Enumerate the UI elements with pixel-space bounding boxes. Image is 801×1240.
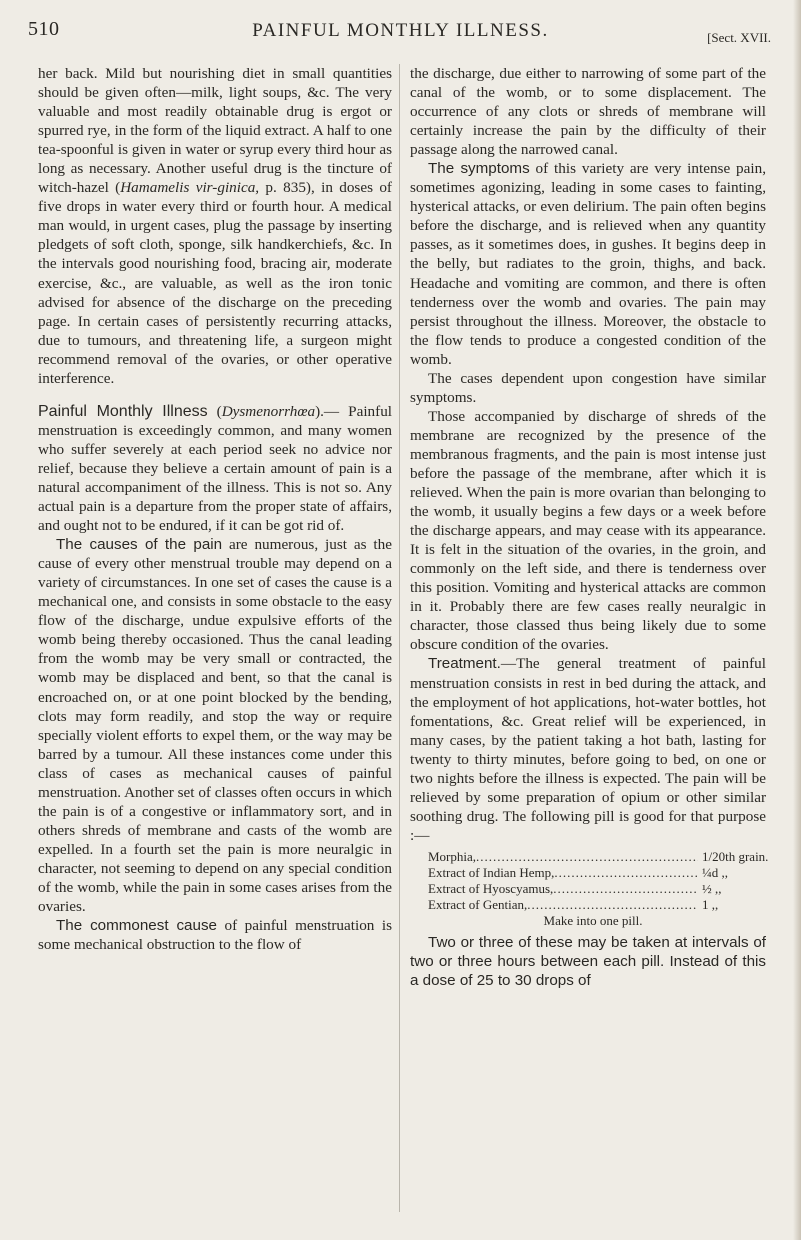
ingredient: Extract of Hyoscyamus, xyxy=(428,880,554,896)
heading-paren: ).— xyxy=(315,402,340,420)
paragraph xyxy=(410,159,766,369)
leader-dots xyxy=(553,881,698,897)
paragraph xyxy=(38,535,392,916)
ingredient: Extract of Gentian, xyxy=(428,896,528,912)
paragraph xyxy=(410,654,766,844)
prescription-instruction: Make into one pill. xyxy=(543,912,643,928)
right-column xyxy=(410,64,769,990)
ingredient: Extract of Indian Hemp, xyxy=(428,864,555,880)
prescription-line xyxy=(410,848,769,865)
paragraph xyxy=(38,64,392,388)
column-divider xyxy=(399,64,400,1212)
text-run: her back. Mild but nourishing diet in small quantities should be given often—milk, light soups, &c. The very valuable and most readily obtainable drug is ergot or spurred rye, in the form of the liquid extract. A half to one tea-spoonful is given in water or syrup every third hour as long as necessary. Another useful drug is the tincture of witch-hazel ( xyxy=(38,65,392,197)
text-run: of painful menstruation is some mechanical obstruction to the flow of xyxy=(38,917,392,954)
latin-term: Dysmenorrhœa xyxy=(221,402,316,420)
dose: 1 ,, xyxy=(702,896,719,912)
text-run: Instead of this a dose of 25 to 30 drops of xyxy=(410,952,766,990)
leader-dots xyxy=(527,897,698,913)
running-title: PAINFUL MONTHLY ILLNESS. xyxy=(252,20,549,41)
run-in-heading: The causes of the pain xyxy=(56,536,223,554)
run-in-heading: Two or three of these may be taken at intervals of two or three hours between each pill. xyxy=(410,933,766,970)
leader-dots xyxy=(476,849,698,865)
section-heading-paragraph xyxy=(38,402,392,535)
paragraph: the discharge, due either to narrowing of some part of the canal of the womb, or to some displacement. The occurrence of any clots or shreds of membrane will certainly increase the pain by the difficulty of their passage along the narrowed canal. xyxy=(410,65,766,159)
paragraph xyxy=(38,916,392,954)
paragraph: Those accompanied by discharge of shreds of the membrane are recognized by the presence of the membranous fragments, and the pain is most intense just before the passage of the membrane, after which it is relieved. When the pain is more ovarian than belonging to the womb, it usually begins a few days or a week before the discharge appears, and may cease with its appearance. It is felt in the situation of the ovaries, in the groin, and commonly on the left side, and there is tenderness over this position. Vomiting and hysterical attacks are common in it. Probably there are few cases really neuralgic in character, those classed thus being likely due to some obscure condition of the ovaries. xyxy=(410,407,766,654)
section-reference: [Sect. XVII. xyxy=(707,30,771,45)
prescription xyxy=(410,848,769,929)
heading-paren: ( xyxy=(207,402,222,420)
prescription-line xyxy=(410,897,766,913)
run-in-heading: The commonest cause xyxy=(56,917,217,935)
prescription-line xyxy=(410,865,766,881)
dose: ¼d ,, xyxy=(702,864,728,880)
text-run: are numerous, just as the cause of every other menstrual trouble may depend on a variety of circumstances. In one set of cases the cause is a mechanical one, and consists in some obstacle to the easy flow of the discharge, undue expulsive efforts of the womb being thereby occasioned. Thus the canal leading from the womb may be very small or contracted, the womb may be displaced and bent, so that the canal is encroached on, or at one point blocked by the bending, clots may form readily, and stop the way or require specially violent efforts to expel them, or the way may be barred by a tumour. All these instances come under this class of cases as mechanical causes of painful menstruation. Another set of classes often occurs in which the pain is of a congestive or inflammatory sort, and in others shreds of membrane and casts of the womb are expelled. In a fourth set the pain is more neuralgic in character, not seeming to depend on any special condition of the womb, while the pain in some cases arises from the ovaries. xyxy=(38,536,392,916)
left-column xyxy=(38,64,392,954)
prescription-line xyxy=(410,881,766,897)
paragraph: The cases dependent upon congestion have similar symptoms. xyxy=(410,369,766,406)
dose: ½ ,, xyxy=(702,880,722,896)
page-edge-shadow xyxy=(793,0,801,1240)
run-in-heading: The symptoms xyxy=(428,160,530,178)
text-run: of this variety are very intense pain, sometimes agonizing, leading in some cases to fainting, hysterical attacks, or even delirium. The pain often begins before the discharge, and is relieved when any quantity passes, as it sometimes does, in gushes. It begins deep in the belly, but radiates to the groin, thighs, and back. Headache and vomiting are common, and there is often tenderness over the womb and ovaries. The pain may persist throughout the illness. Moreover, the obstacle to the flow tends to produce a congested condition of the womb. xyxy=(410,160,767,368)
text-run: Painful menstruation is exceedingly common, and many women who suffer severely at each period seek no advice nor relief, because they believe a certain amount of pain is a natural accompaniment of the illness. This is not so. Any actual pain is a departure from the proper state of affairs, and ought not to be endured, if it can be got rid of. xyxy=(38,402,393,535)
dose: 1/20th grain. xyxy=(702,848,769,864)
text-run: —The general treatment of painful menstruation consists in rest in bed during the attack, and the employment of hot applications, hot-water bottles, hot fomentations, &c. Great relief will be experienced, in many cases, by the patient taking a hot bath, lasting for twenty to thirty minutes, before going to bed, on one or two nights before the illness is expected. The pain will be relieved by some preparation of opium or other similar soothing drug. The following pill is good for that purpose :— xyxy=(410,655,766,844)
text-run: p. 835), in doses of five drops in water every third or fourth hour. A medical man would, in urgent cases, plug the passage by inserting pledgets of soft cloth, sponge, silk handkerchiefs, &c. In the intervals good nourishing food, bracing air, moderate exercise, &c., are valuable, as well as the iron tonic advised for absence of the discharge on the preceding page. In certain cases of persistently recurring attacks, due to tumours, and threatening life, a surgeon might recommend removal of the ovaries, or other operative interference. xyxy=(38,179,392,387)
leader-dots xyxy=(554,865,698,881)
run-in-heading: Treatment. xyxy=(428,655,501,673)
section-heading: Painful Monthly Illness xyxy=(38,402,208,420)
ingredient: Morphia, xyxy=(428,848,477,864)
paragraph xyxy=(410,933,766,990)
page-number: 510 xyxy=(28,18,60,40)
latin-term: Hamamelis vir-ginica, xyxy=(120,179,260,197)
